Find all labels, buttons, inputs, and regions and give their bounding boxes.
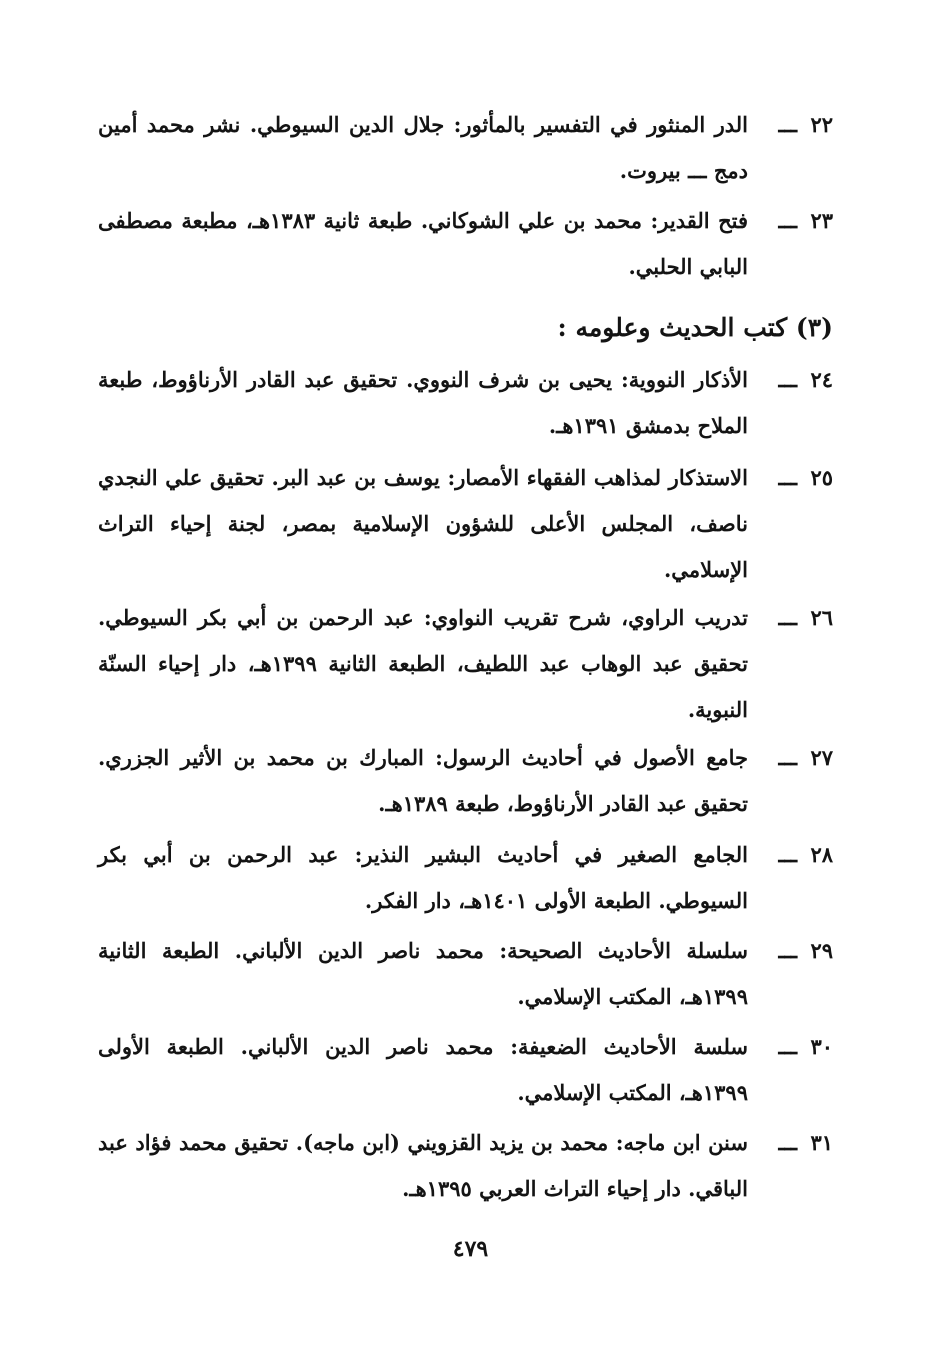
entry-dash: ـــ [778, 112, 797, 137]
entry-dash: ـــ [778, 1130, 797, 1155]
entry-dash: ـــ [778, 465, 797, 490]
entry-number: ٣١ [810, 1130, 833, 1155]
reference-entry-30 [98, 1024, 833, 1116]
entry-dash: ـــ [778, 208, 797, 233]
page-number: ٤٧٩ [452, 1236, 489, 1262]
entry-text: سلسلة الأحاديث الصحيحة: محمد ناصر الدين الألباني. الطبعة الثانية ١٣٩٩هـ، المكتب الإسلامي. [98, 938, 748, 1009]
entry-dash: ـــ [778, 367, 797, 392]
reference-entry-25 [98, 455, 833, 593]
entry-text: فتح القدير: محمد بن علي الشوكاني. طبعة ثانية ١٣٨٣هـ، مطبعة مصطفى البابي الحلبي. [98, 208, 749, 279]
entry-text: الجامع الصغير في أحاديث البشير النذير: عبد الرحمن بن أبي بكر السيوطي. الطبعة الأولى ١٤٠١هـ، دار الفكر. [98, 842, 748, 913]
reference-entry-27 [98, 735, 833, 827]
entry-dash: ـــ [778, 1034, 797, 1059]
entry-number: ٢٣ [810, 208, 833, 233]
entry-dash: ـــ [778, 745, 797, 770]
entry-text: سلسة الأحاديث الضعيفة: محمد ناصر الدين الألباني. الطبعة الأولى ١٣٩٩هـ، المكتب الإسلامي. [98, 1034, 748, 1105]
section-heading: (٣) كتب الحديث وعلومه : [557, 313, 833, 342]
entry-text: الاستذكار لمذاهب الفقهاء الأمصار: يوسف بن عبد البر. تحقيق علي النجدي ناصف، المجلس الأعلى للشؤون الإسلامية بمصر، لجنة إحياء التراث الإسلامي. [98, 465, 748, 582]
reference-entry-26 [98, 595, 833, 733]
reference-entry-28 [98, 832, 833, 924]
entry-text: الأذكار النووية: يحيى بن شرف النووي. تحقيق عبد القادر الأرناؤوط، طبعة الملاح بدمشق ١٣٩١هـ. [98, 367, 748, 438]
entry-dash: ـــ [778, 842, 797, 867]
reference-entry-31 [98, 1120, 833, 1212]
entry-dash: ـــ [778, 938, 797, 963]
entry-number: ٢٨ [810, 842, 833, 867]
reference-entry-24 [98, 357, 833, 449]
entry-number: ٣٠ [810, 1034, 833, 1059]
entry-number: ٢٢ [810, 112, 833, 137]
entry-text: تدريب الراوي، شرح تقريب النواوي: عبد الرحمن بن أبي بكر السيوطي. تحقيق عبد الوهاب عبد اللطيف، الطبعة الثانية ١٣٩٩هـ، دار إحياء السنّة النبوية. [98, 605, 748, 722]
reference-entry-22 [98, 102, 833, 194]
entry-number: ٢٧ [810, 745, 833, 770]
entry-text: الدر المنثور في التفسير بالمأثور: جلال الدين السيوطي. نشر محمد أمين دمج ـــ بيروت. [98, 112, 748, 183]
entry-number: ٢٩ [810, 938, 833, 963]
entry-number: ٢٥ [810, 465, 833, 490]
entry-text: سنن ابن ماجه: محمد بن يزيد القزويني (ابن ماجه). تحقيق محمد فؤاد عبد الباقي. دار إحياء التراث العربي ١٣٩٥هـ. [98, 1130, 748, 1201]
entry-number: ٢٤ [810, 367, 833, 392]
entry-text: جامع الأصول في أحاديث الرسول: المبارك بن محمد بن الأثير الجزري. تحقيق عبد القادر الأرناؤوط، طبعة ١٣٨٩هـ. [98, 745, 748, 816]
entry-number: ٢٦ [810, 605, 833, 630]
entry-dash: ـــ [778, 605, 797, 630]
reference-entry-29 [98, 928, 833, 1020]
reference-entry-23 [98, 198, 833, 290]
